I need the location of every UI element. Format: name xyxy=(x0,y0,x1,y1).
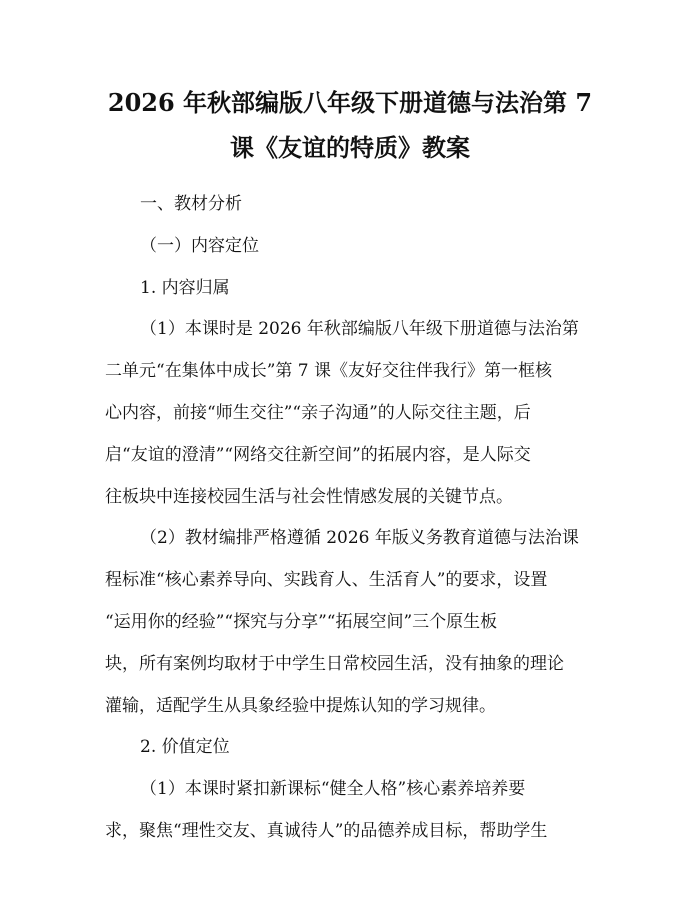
paragraph-1-line-3: 心内容，前接“师生交往”“亲子沟通”的人际交往主题，后 xyxy=(105,403,531,423)
item-heading-content-belonging: 1. 内容归属 xyxy=(140,278,230,298)
subsection-heading-content-positioning: （一）内容定位 xyxy=(140,236,259,256)
paragraph-1-line-1: （1）本课时是 2026 年秋部编版八年级下册道德与法治第 xyxy=(140,319,579,339)
paragraph-2-line-5: 灌输，适配学生从具象经验中提炼认知的学习规律。 xyxy=(105,696,496,716)
paragraph-2-line-1: （2）教材编排严格遵循 2026 年版义务教育道德与法治课 xyxy=(140,528,579,548)
document-title-line-1: 2026 年秋部编版八年级下册道德与法治第 7 xyxy=(107,88,593,117)
paragraph-1-line-5: 往板块中连接校园生活与社会性情感发展的关键节点。 xyxy=(105,487,513,507)
document-title-line-2: 课《友谊的特质》教案 xyxy=(230,133,470,162)
paragraph-2-line-4: 块，所有案例均取材于中学生日常校园生活，没有抽象的理论 xyxy=(105,654,564,674)
item-heading-value-positioning: 2. 价值定位 xyxy=(140,737,230,757)
paragraph-3-line-1: （1）本课时紧扣新课标“健全人格”核心素养培养要 xyxy=(140,779,526,799)
paragraph-2-line-3: “运用你的经验”“探究与分享”“拓展空间”三个原生板 xyxy=(105,612,498,632)
paragraph-3-line-2: 求，聚焦“理性交友、真诚待人”的品德养成目标，帮助学生 xyxy=(105,821,548,841)
paragraph-1-line-4: 启“友谊的澄清”“网络交往新空间”的拓展内容，是人际交 xyxy=(105,445,531,465)
section-heading-textbook-analysis: 一、教材分析 xyxy=(140,194,242,214)
paragraph-2-line-2: 程标准“核心素养导向、实践育人、生活育人”的要求，设置 xyxy=(105,570,548,590)
paragraph-1-line-2: 二单元“在集体中成长”第 7 课《友好交往伴我行》第一框核 xyxy=(105,361,553,381)
